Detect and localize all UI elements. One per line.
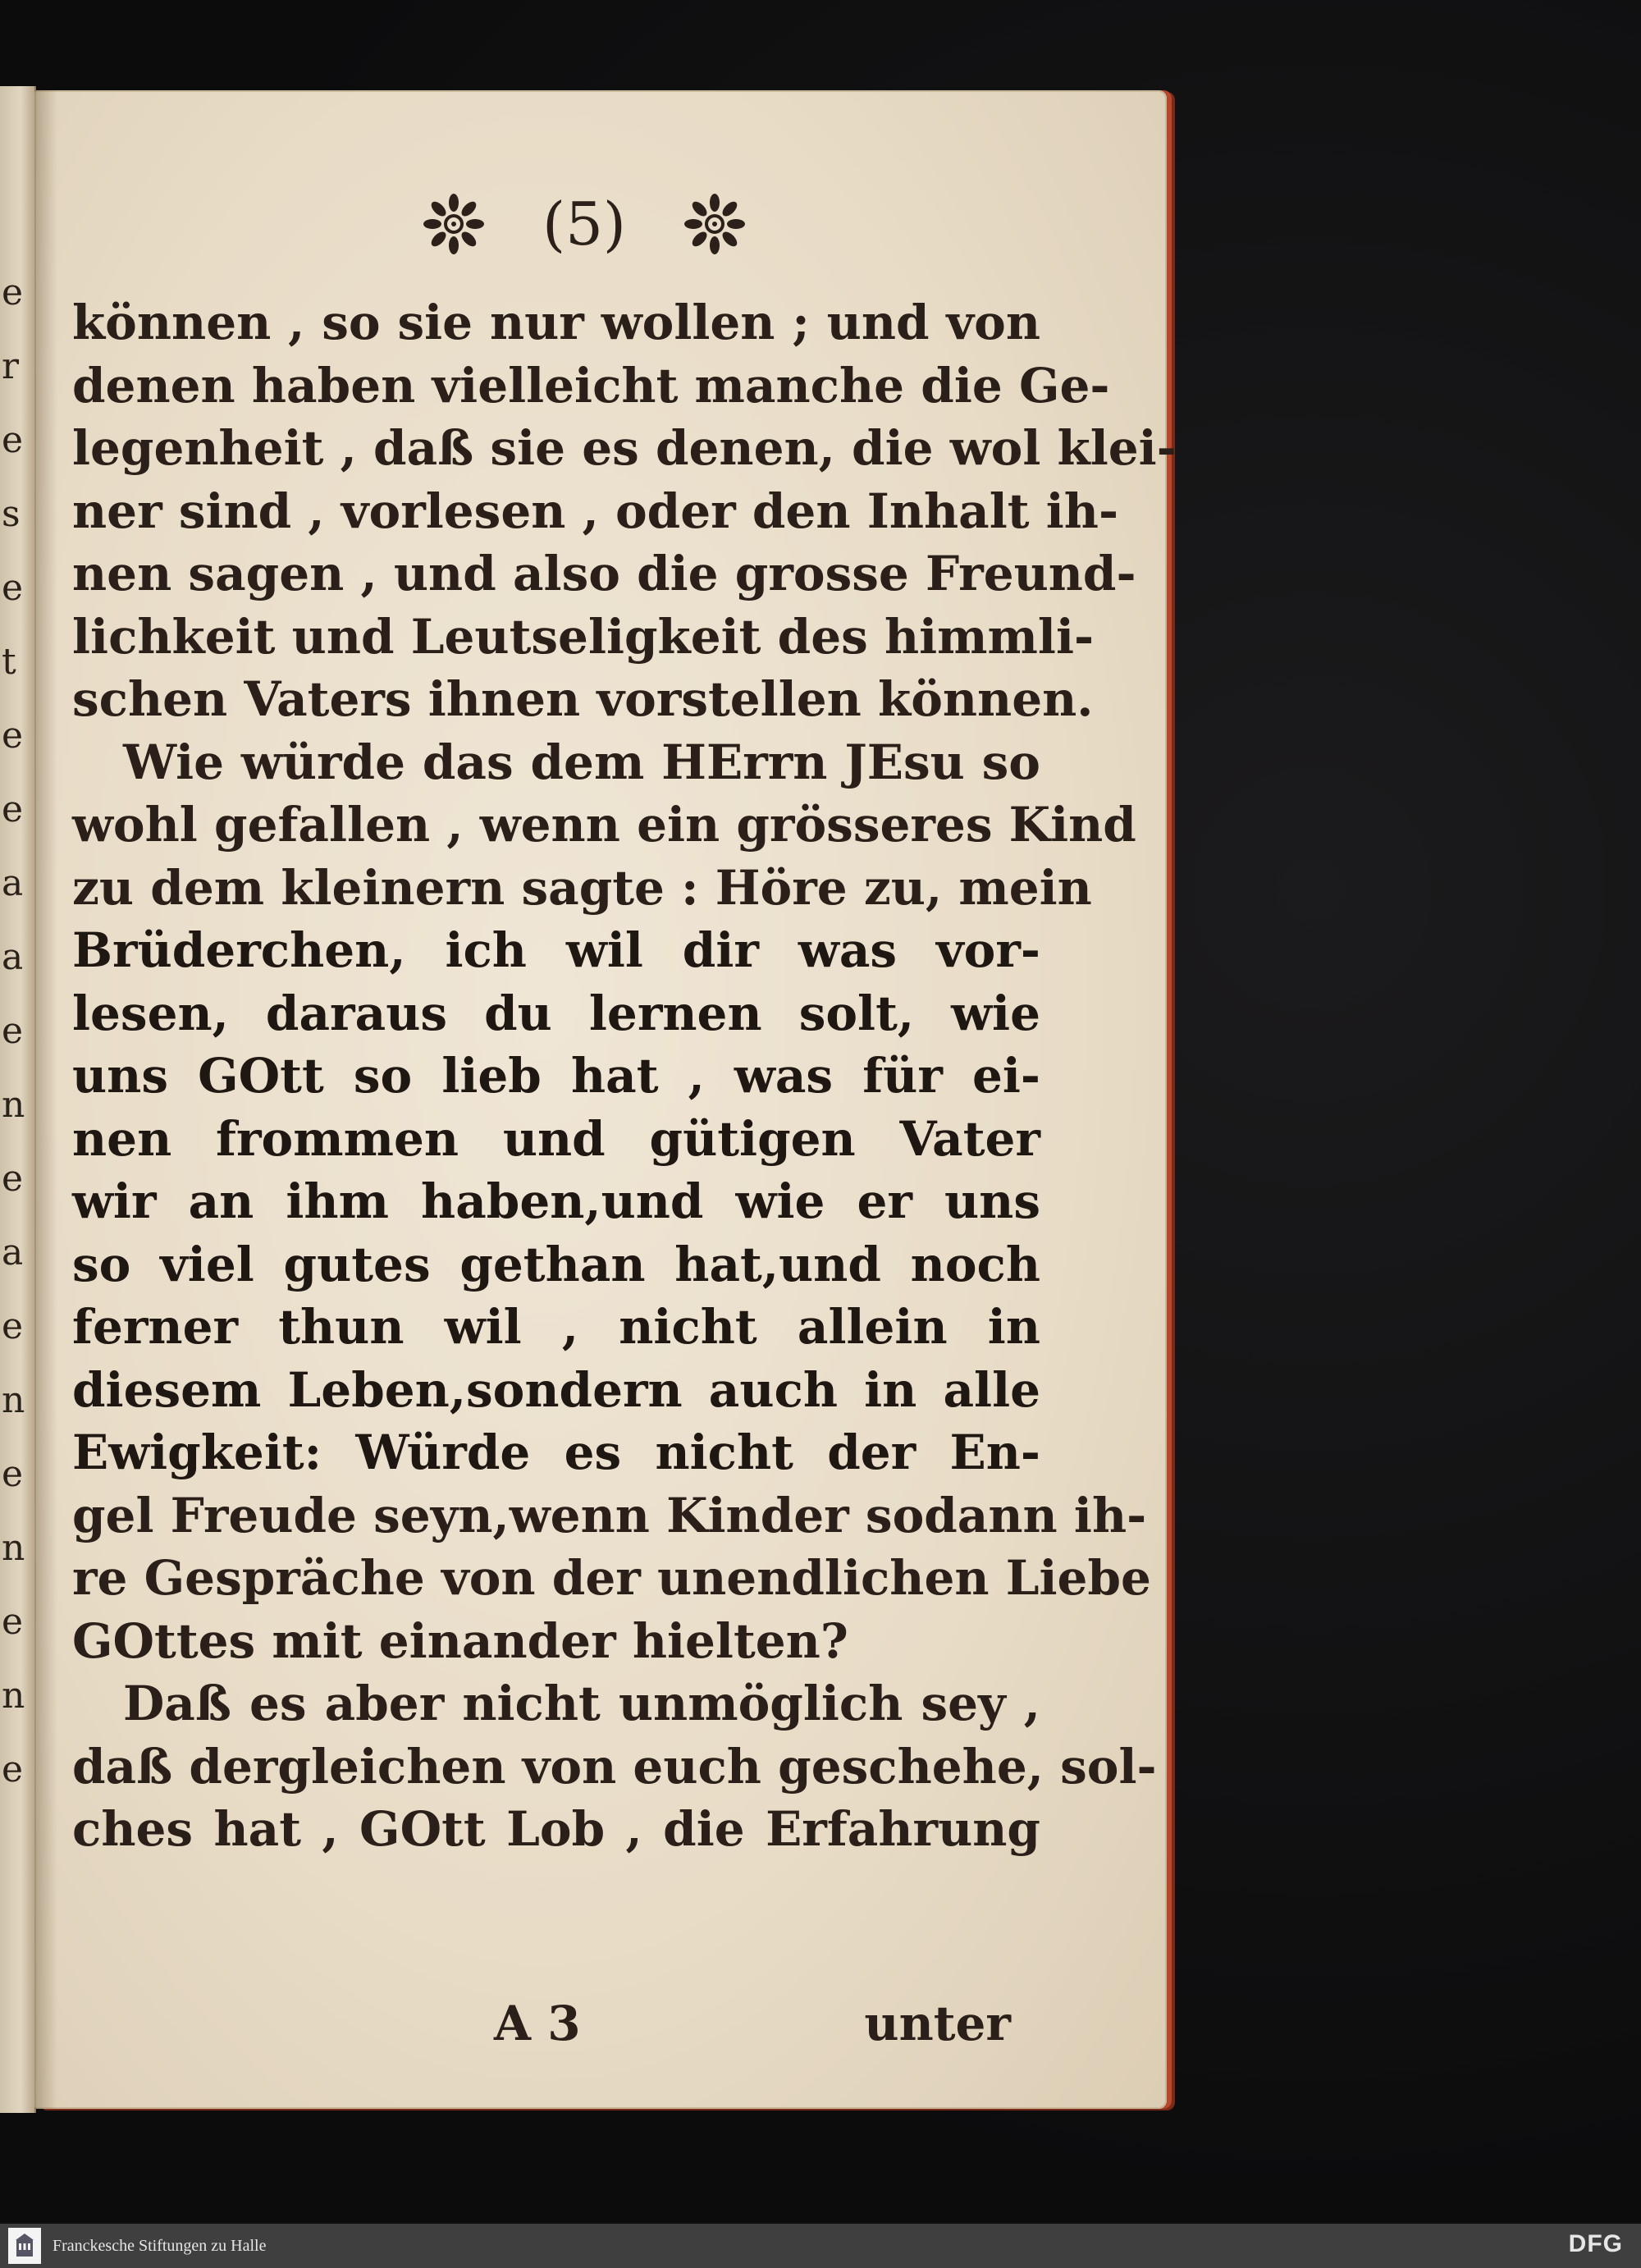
signature-mark: A 3 [494,1996,581,2051]
page-gutter-shadow [34,90,57,2109]
flower-ornament-icon [683,193,746,255]
text-line: so viel gutes gethan hat,und noch [72,1236,1040,1292]
dfg-logo: DFG [1568,2230,1623,2257]
previous-page-char: n [2,1084,25,1126]
text-line: können , so sie nur wollen ; und von [72,295,1040,350]
text-line: zu dem kleinern sagte : Höre zu, mein [72,859,1092,916]
previous-page-char: e [2,1453,24,1495]
previous-page-char: n [2,1379,25,1421]
text-line: ches hat , GOtt Lob , die Erfahrung [72,1801,1040,1857]
previous-page-char: t [2,641,16,683]
page-number: (5) [542,190,626,258]
previous-page-char: r [2,345,20,387]
institution-name: Franckesche Stiftungen zu Halle [53,2236,267,2255]
text-line: lesen, daraus du lernen solt, wie [72,985,1040,1041]
text-line: Daß es aber nicht unmöglich sey , [123,1676,1040,1731]
previous-page-char: e [2,567,24,609]
text-line: legenheit , daß sie es denen, die wol klei- [72,420,1177,476]
previous-page-char: e [2,419,24,461]
previous-page-char: e [2,1010,24,1052]
previous-page-char: e [2,1601,24,1643]
text-line: wohl gefallen , wenn ein grösseres Kind [72,797,1136,853]
previous-page-char: s [2,493,21,535]
previous-page-char: e [2,1305,24,1347]
previous-page-char: e [2,1749,24,1790]
viewer-footer-bar [0,2224,1641,2268]
text-line: GOttes mit einander hielten? [72,1612,848,1669]
previous-page-char: e [2,1158,24,1200]
text-line: ferner thun wil , nicht allein in [72,1299,1040,1355]
text-line: diesem Leben,sondern auch in alle [72,1361,1040,1418]
page-footer [494,1996,1011,2061]
text-line: nen frommen und gütigen Vater [72,1110,1040,1167]
previous-page-char: e [2,272,24,313]
text-line: Ewigkeit: Würde es nicht der En- [72,1424,1040,1480]
text-line: Wie würde das dem HErrn JEsu so [123,734,1040,790]
text-line: daß dergleichen von euch geschehe, sol- [72,1738,1157,1795]
text-line: nen sagen , und also die grosse Freund- [72,546,1136,601]
previous-page-char: e [2,789,24,830]
previous-page-char: a [2,936,24,978]
text-line: schen Vaters ihnen vorstellen können. [72,671,1094,727]
text-line: lichkeit und Leutseligkeit des himmli- [72,608,1095,665]
page-header [387,179,781,269]
previous-page-char: a [2,1232,24,1273]
text-line: ner sind , vorlesen , oder den Inhalt ih- [72,482,1119,539]
text-line: wir an ihm haben,und wie er uns [72,1173,1040,1229]
previous-page-edge [0,86,36,2113]
text-line: denen haben vielleicht manche die Ge- [72,357,1110,414]
previous-page-char: e [2,715,24,757]
text-line: gel Freude seyn,wenn Kinder sodann ih- [72,1487,1147,1543]
previous-page-char: a [2,862,24,904]
building-icon [14,2232,35,2260]
catchword: unter [864,1996,1011,2051]
book-page [34,90,1177,2109]
flower-ornament-icon [423,193,485,255]
text-line: Brüderchen, ich wil dir was vor- [72,922,1040,978]
previous-page-char: n [2,1675,25,1717]
body-text [72,291,1177,1861]
text-line: re Gespräche von der unendlichen Liebe [72,1550,1151,1606]
previous-page-char: n [2,1527,25,1569]
text-line: uns GOtt so lieb hat , was für ei- [72,1048,1040,1104]
institution-logo-icon [8,2228,41,2264]
